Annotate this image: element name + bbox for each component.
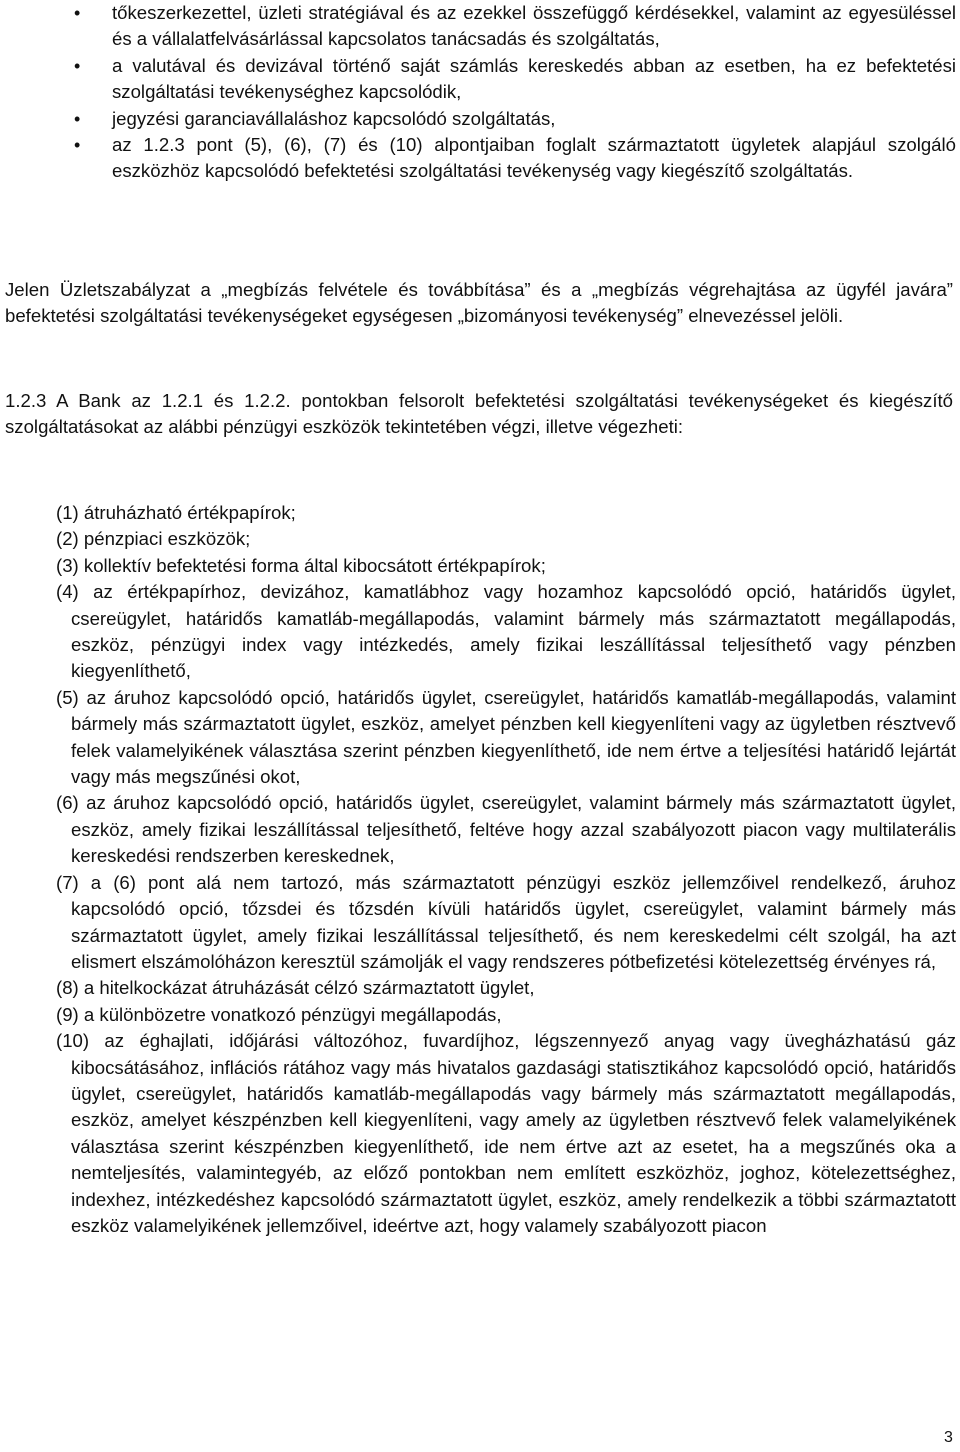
page-number: 3: [944, 1429, 953, 1446]
instrument-item: (4) az értékpapírhoz, devizához, kamatlábhoz vagy hozamhoz kapcsolódó opció, határidős ügylet, csereügylet, határidős kamatláb-megállapodás, valamint bármely más származtatott megállapodás, eszköz, pénzügyi index vagy intézkedés, amely fizikai leszállítással teljesíthető vagy pénzben kiegyenlíthető,: [56, 581, 956, 682]
instrument-item: (7) a (6) pont alá nem tartozó, más származtatott pénzügyi eszköz jellemzőivel rendelkező, áruhoz kapcsolódó opció, tőzsdei és tőzsdén kívüli határidős ügylet, csereügylet, valamint bármely más származtatott ügylet, amely fizikai leszállítással teljesíthető, és nem kereskedelmi célt szolgál, ha azt elismert elszámolóházon keresztül számolják el vagy rendszeres pótbefizetési kötelezettség érvényes rá,: [56, 871, 956, 972]
instrument-item: (6) az áruhoz kapcsolódó opció, határidős ügylet, csereügylet, valamint bármely más származtatott ügylet, eszköz, amely fizikai leszállítással teljesíthető, feltéve hogy azzal szabályozott piacon vagy multilaterális kereskedési rendszerben kereskednek,: [56, 792, 956, 867]
bullet-item: • tőkeszerkezettel, üzleti stratégiával és az ezekkel összefüggő kérdésekkel, valamint az egyesüléssel és a vállalatfelvásárlással kapcsolatos tanácsadás és szolgáltatás,: [0, 0, 958, 53]
instrument-item: (1) átruházható értékpapírok;: [56, 502, 296, 523]
bullet-item: • a valutával és devizával történő saját számlás kereskedés abban az esetben, ha ez befektetési szolgáltatási tevékenységhez kapcsolódik,: [0, 53, 958, 106]
instrument-item: (8) a hitelkockázat átruházását célzó származtatott ügylet,: [56, 977, 535, 999]
instrument-item: (5) az áruhoz kapcsolódó opció, határidős ügylet, csereügylet, határidős kamatláb-megállapodás, valamint bármely más származtatott ügylet, eszköz, amelyet pénzben kell kiegyenlíteni vagy az ügyletben résztvevő felek valamelyikének választása szerint pénzben kiegyenlíthető, ide nem értve a teljesítési határidő lejártát vagy más megszűnési okot,: [56, 686, 956, 788]
instrument-item: (3) kollektív befektetési forma által kibocsátott értékpapírok;: [56, 554, 546, 576]
instrument-item: (2) pénzpiaci eszközök;: [56, 528, 251, 550]
paragraph-commission-activity: Jelen Üzletszabályzat a „megbízás felvétele és továbbítása” és a „megbízás végrehajtása az ügyfél javára” befektetési szolgáltatási tevékenységeket egységesen „bizományosi tevékenység” elnevezéssel jelöli.: [5, 279, 953, 327]
instrument-item: (9) a különbözetre vonatkozó pénzügyi megállapodás,: [56, 1003, 502, 1025]
paragraph-section-1-2-3: 1.2.3 A Bank az 1.2.1 és 1.2.2. pontokban felsorolt befektetési szolgáltatási tevékenységeket és kiegészítő szolgáltatásokat az alábbi pénzügyi eszközök tekintetében végzi, illetve végezheti:: [5, 390, 953, 438]
service-bullet-list: [0, 0, 958, 185]
bullet-item: • az 1.2.3 pont (5), (6), (7) és (10) alpontjaiban foglalt származtatott ügyletek alapjául szolgáló eszközhöz kapcsolódó befektetési szolgáltatási tevékenység vagy kiegészítő szolgáltatás.: [0, 132, 958, 185]
instrument-item: (10) az éghajlati, időjárási változóhoz, fuvardíjhoz, légszennyező anyag vagy üvegházhatású gáz kibocsátásához, inflációs rátához vagy más hivatalos gazdasági statisztikához kapcsolódó opció, határidős ügylet, csereügylet, határidős kamatláb-megállapodás vagy bármely más származtatott megállapodás, eszköz, amelyet készpénzben kell kiegyenlíteni, vagy amely az ügyletben résztvevő felek valamelyikének választása szerint készpénzben kiegyenlíthető, ide nem értve azt az esetet, ha a megszűnés oka a nemteljesítés, valamintegyéb, az előző pontokban nem említett eszközhöz, joghoz, kötelezettséghez, indexhez, intézkedéshez kapcsolódó származtatott ügylet, eszköz, amely rendelkezik a többi származtatott eszköz valamelyikének jellemzőivel, ideértve azt, hogy valamely szabályozott piacon: [56, 1030, 956, 1236]
instrument-list: [56, 500, 956, 1239]
bullet-item: • jegyzési garanciavállaláshoz kapcsolódó szolgáltatás,: [0, 106, 958, 132]
